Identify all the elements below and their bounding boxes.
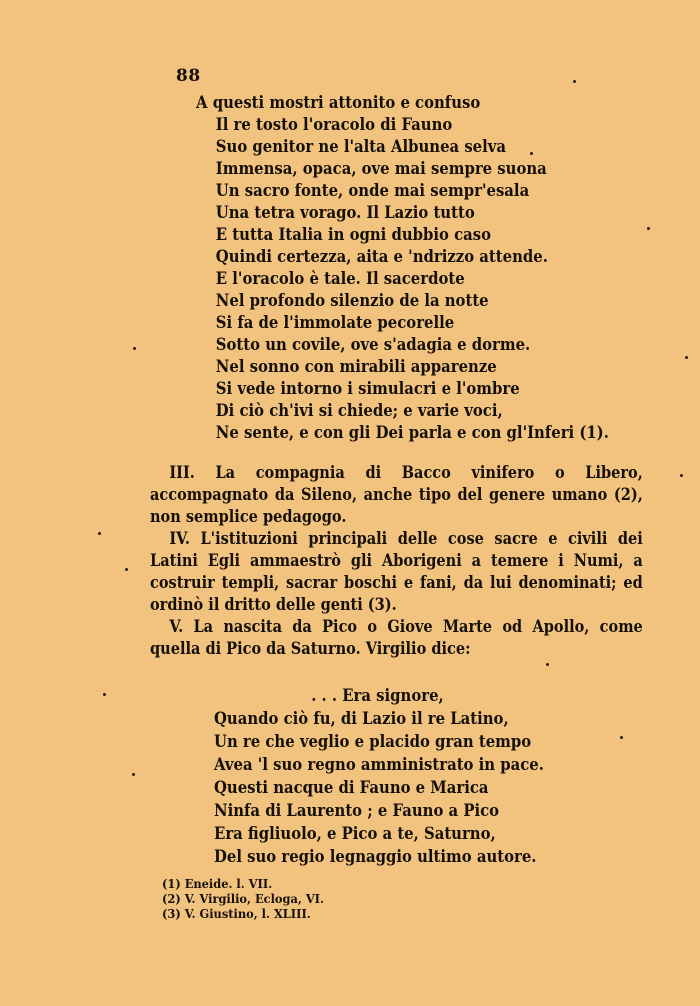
scan-speck — [98, 532, 101, 535]
verse-line: Questi nacque di Fauno e Marica — [214, 778, 489, 797]
scan-speck — [685, 356, 688, 359]
scan-speck — [546, 663, 549, 666]
page-number: 88 — [176, 66, 201, 86]
paragraph-text: III. La compagnia di Bacco vinifero o Libero, accompagnato da Sileno, anche tipo del genere umano (2), non semplice pedagogo. — [150, 463, 643, 526]
paragraph-text: IV. L'istituzioni principali delle cose sacre e civili dei Latini Egli ammaestrò gli Aborigeni a temere i Numi, a costruir templi, sacrar boschi e fani, da lui denominati; ed ordinò il dritto delle genti (3). — [150, 529, 643, 614]
paragraph-iii — [150, 462, 643, 528]
paragraph-text: V. La nascita da Pico o Giove Marte od Apollo, come quella di Pico da Saturno. Virgilio dice: — [150, 617, 643, 658]
verse-line: A questi mostri attonito e confuso — [196, 93, 481, 112]
verse-line: Suo genitor ne l'alta Albunea selva — [215, 137, 507, 156]
verse-block-1 — [196, 92, 655, 444]
verse-line: Ne sente, e con gli Dei parla e con gl'Inferi (1). — [215, 423, 609, 442]
verse-line: Un sacro fonte, onde mai sempr'esala — [215, 181, 530, 200]
verse-line: Quando ciò fu, di Lazio il re Latino, — [214, 709, 509, 728]
verse-line: Si fa de l'immolate pecorelle — [215, 313, 455, 332]
verse-line: Era figliuolo, e Pico a te, Saturno, — [214, 824, 496, 843]
verse-line: Nel profondo silenzio de la notte — [215, 291, 489, 310]
verse-line: Immensa, opaca, ove mai sempre suona — [215, 159, 547, 178]
verse-line: E l'oracolo è tale. Il sacerdote — [215, 269, 465, 288]
scan-speck — [133, 347, 136, 350]
verse-line: Quindi certezza, aita e 'ndrizzo attende. — [215, 247, 548, 266]
verse-line: Ninfa di Laurento ; e Fauno a Pico — [214, 801, 500, 820]
paragraph-iv — [150, 528, 643, 616]
scan-speck — [530, 152, 533, 155]
scan-speck — [680, 474, 683, 477]
verse-line: . . . Era signore, — [311, 686, 444, 705]
scan-speck — [647, 227, 650, 230]
footnotes — [162, 877, 333, 922]
verse-line: Nel sonno con mirabili apparenze — [215, 357, 497, 376]
footnote: (1) Eneide. l. VII. — [162, 877, 273, 891]
verse-line: Il re tosto l'oracolo di Fauno — [215, 115, 453, 134]
verse-line: Di ciò ch'ivi si chiede; e varie voci, — [215, 401, 503, 420]
verse-line: Un re che veglio e placido gran tempo — [214, 732, 532, 751]
prose-section — [150, 462, 698, 660]
scan-speck — [103, 693, 106, 696]
verse-line: Avea 'l suo regno amministrato in pace. — [214, 755, 544, 774]
verse-line: E tutta Italia in ogni dubbio caso — [215, 225, 492, 244]
verse-block-2 — [214, 684, 581, 868]
footnote: (2) V. Virgilio, Ecloga, VI. — [162, 892, 324, 906]
scan-speck — [573, 80, 576, 83]
verse-line: Sotto un covile, ove s'adagia e dorme. — [215, 335, 531, 354]
footnote: (3) V. Giustino, l. XLIII. — [162, 907, 311, 921]
scan-speck — [125, 568, 128, 571]
verse-line: Una tetra vorago. Il Lazio tutto — [215, 203, 475, 222]
paragraph-v — [150, 616, 643, 660]
verse-line: Si vede intorno i simulacri e l'ombre — [215, 379, 520, 398]
scan-speck — [132, 773, 135, 776]
verse-line: Del suo regio legnaggio ultimo autore. — [214, 847, 537, 866]
scan-speck — [620, 736, 623, 739]
